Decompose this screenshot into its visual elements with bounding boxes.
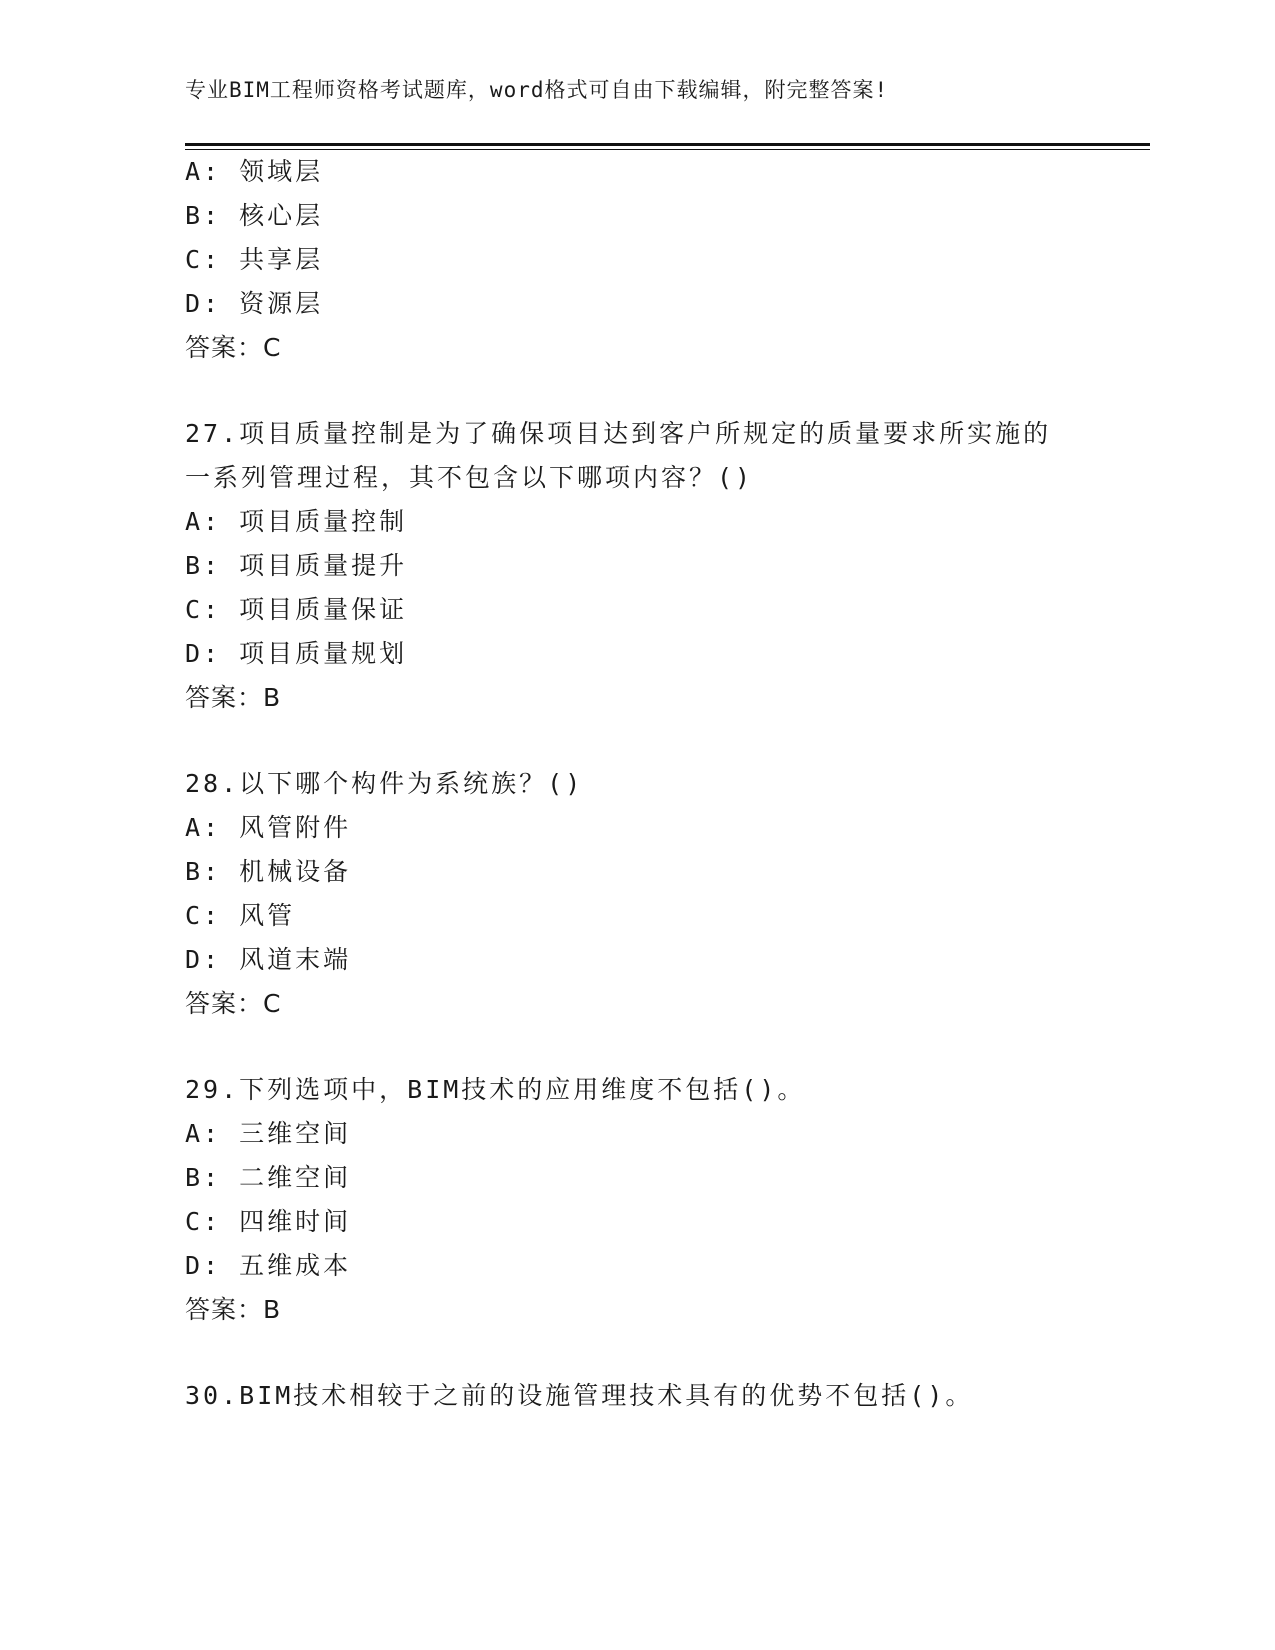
q28-option-b: B: 机械设备 [185, 857, 352, 886]
q27-option-b: B: 项目质量提升 [185, 551, 408, 580]
q29-option-d: D: 五维成本 [185, 1251, 352, 1280]
header-rule-thick [185, 143, 1150, 146]
q27-option-d: D: 项目质量规划 [185, 639, 408, 668]
q27-stem-line-1: 27.项目质量控制是为了确保项目达到客户所规定的质量要求所实施的 [185, 419, 1052, 448]
q27-answer: 答案：B [185, 683, 282, 712]
q26-option-b: B: 核心层 [185, 201, 324, 230]
q26-option-a: A: 领域层 [185, 157, 324, 186]
q29-option-a: A: 三维空间 [185, 1119, 352, 1148]
header-rule-thin [185, 149, 1150, 150]
q28-stem-line-1: 28.以下哪个构件为系统族？() [185, 769, 584, 798]
q26-answer: 答案：C [185, 333, 282, 362]
q26-option-d: D: 资源层 [185, 289, 324, 318]
q29-answer: 答案：B [185, 1295, 282, 1324]
q27-option-a: A: 项目质量控制 [185, 507, 408, 536]
q28-option-d: D: 风道末端 [185, 945, 352, 974]
q29-stem-line-1: 29.下列选项中，BIM技术的应用维度不包括()。 [185, 1075, 806, 1104]
page-header: 专业BIM工程师资格考试题库，word格式可自由下载编辑，附完整答案! [185, 78, 889, 102]
q29-option-c: C: 四维时间 [185, 1207, 352, 1236]
q27-stem-line-2: 一系列管理过程，其不包含以下哪项内容？() [185, 463, 754, 492]
q28-option-a: A: 风管附件 [185, 813, 352, 842]
q29-option-b: B: 二维空间 [185, 1163, 352, 1192]
q30-stem-line-1: 30.BIM技术相较于之前的设施管理技术具有的优势不包括()。 [185, 1381, 974, 1410]
q27-option-c: C: 项目质量保证 [185, 595, 408, 624]
q28-option-c: C: 风管 [185, 901, 296, 930]
q28-answer: 答案：C [185, 989, 282, 1018]
q26-option-c: C: 共享层 [185, 245, 324, 274]
